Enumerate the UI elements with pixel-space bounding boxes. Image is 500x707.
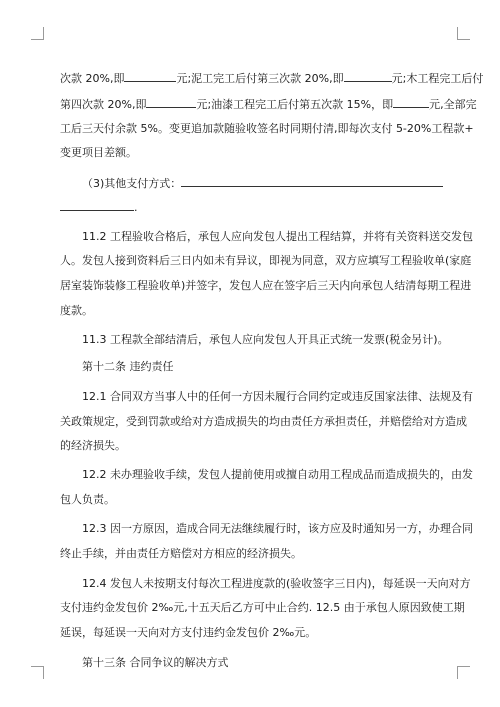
amount-blank: [393, 97, 429, 108]
amount-blank: [124, 71, 176, 82]
crop-mark-bottom-left: [31, 666, 44, 679]
article-12-heading: 第十二条 违约责任: [82, 360, 174, 373]
other-payment-blank: [181, 176, 443, 187]
clause-12-4-line-1: 12.4 发包人未按期支付每次工程进度款的(验收签字三日内)，每延误一天向对方: [82, 577, 471, 590]
crop-mark-top-right: [457, 27, 470, 40]
article-13-heading: 第十三条 合同争议的解决方式: [82, 656, 229, 669]
clause-12-1-line-2: 关政策规定，受到罚款或给对方造成损失的均由责任方承担责任，并赔偿给对方造成: [60, 415, 467, 428]
crop-mark-bottom-right: [457, 666, 470, 679]
clause-12-4-line-3: 延误，每延误一天向对方支付违约金发包价 2‰元。: [60, 626, 317, 639]
clause-12-4-line-2: 支付违约金发包价 2‰元,十五天后乙方可中止合约. 12.5 由于承包人原因致使工期: [60, 601, 465, 614]
clause-12-1-line-1: 12.1 合同双方当事人中的任何一方因未履行合同约定或违反国家法律、法规及有: [82, 390, 473, 403]
amount-blank: [344, 71, 392, 82]
payment-line-1: 次款 20%,即 元;泥工完工后付第三次款 20%,即 元;木工程完工后付: [60, 72, 484, 85]
other-payment-blank-tail: [60, 200, 134, 211]
clause-12-3-line-2: 终止手续，并由责任方赔偿对方相应的经济损失。: [60, 547, 302, 560]
payment-line-4: 变更项目差额。: [60, 146, 137, 159]
clause-11-2-line-4: 度款。: [60, 304, 93, 317]
payment-line-2: 第四次款 20%,即 元;油漆工程完工后付第五次款 15%，即 元,全部完: [60, 98, 477, 111]
clause-12-2-line-2: 包人负责。: [60, 493, 115, 506]
clause-11-3: 11.3 工程款全部结清后，承包人应向发包人开具正式统一发票(税金另计)。: [82, 333, 449, 346]
other-payment-line: （3)其他支付方式：: [82, 176, 443, 190]
clause-11-2-line-3: 居室装饰装修工程验收单)并签字，发包人应在签字后三天内向承包人结清每期工程进: [60, 279, 472, 292]
crop-mark-top-left: [31, 27, 44, 40]
other-payment-tail: .: [60, 200, 138, 214]
amount-blank: [146, 97, 196, 108]
clause-12-1-line-3: 的经济损失。: [60, 439, 126, 452]
clause-11-2-line-1: 11.2 工程验收合格后，承包人应向发包人提出工程结算，并将有关资料送交发包: [82, 230, 473, 243]
clause-11-2-line-2: 人。发包人接到资料后三日内如未有异议，即视为同意，双方应填写工程验收单(家庭: [60, 254, 472, 267]
clause-12-2-line-1: 12.2 未办理验收手续，发包人提前使用或擅自动用工程成品而造成损失的，由发: [82, 468, 473, 481]
payment-line-3: 工后三天付余款 5%。变更追加款随验收签名时同期付清,即每次支付 5-20%工程款+: [60, 122, 474, 135]
clause-12-3-line-1: 12.3 因一方原因，造成合同无法继续履行时，该方应及时通知另一方，办理合同: [82, 522, 473, 535]
